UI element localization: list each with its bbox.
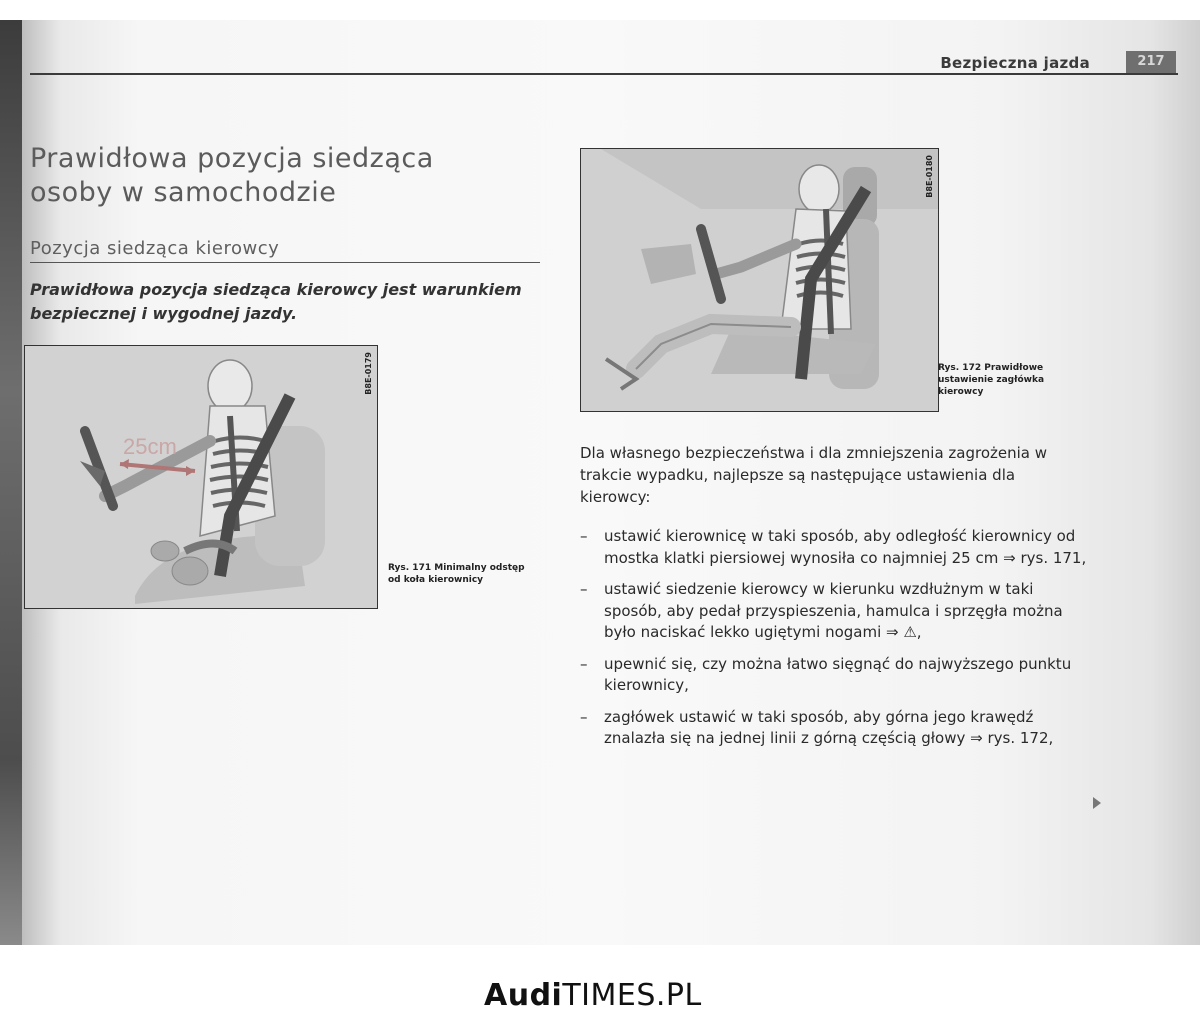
binding-shadow (0, 20, 22, 945)
figure-172-caption-prefix: Rys. 172 (938, 363, 982, 373)
list-item-text: ustawić siedzenie kierowcy w kierunku wzdłużnym w taki sposób, aby pedał przyspieszenia, hamulca i sprzęgła można było naciskać lekko ugiętymi nogami ⇒ ⚠, (604, 580, 1063, 641)
list-dash: – (580, 654, 588, 673)
list-item-text: ustawić kierownicę w taki sposób, aby odległość kierownicy od mostka klatki piersiowej wynosiła co najmniej 25 cm ⇒ rys. 171, (604, 527, 1087, 567)
list-item (580, 707, 1092, 750)
list-dash: – (580, 707, 588, 726)
header-rule (30, 73, 1178, 75)
figure-172-caption-text: Prawidłowe ustawienie zagłówka kierowcy (938, 363, 1045, 397)
figure-171-caption-prefix: Rys. 171 (388, 563, 432, 573)
instruction-list (580, 526, 1092, 760)
list-item (580, 654, 1092, 697)
body-intro: Dla własnego bezpieczeństwa i dla zmniejszenia zagrożenia w trakcie wypadku, najlepsze są następujące ustawienia dla kierowcy: (580, 444, 1048, 506)
section-title-line1: Prawidłowa pozycja siedząca (30, 143, 434, 174)
intro-line2: bezpiecznej i wygodnej jazdy. (30, 304, 298, 323)
figure-172-code: B8E-0180 (925, 155, 934, 198)
footer-logo (484, 978, 702, 1013)
footer-site: TIMES.PL (562, 978, 702, 1013)
list-item-text: upewnić się, czy można łatwo sięgnąć do najwyższego punktu kierownicy, (604, 654, 1072, 694)
figure-172-caption (938, 362, 1088, 398)
intro-line1: Prawidłowa pozycja siedząca kierowcy jest warunkiem (30, 280, 522, 299)
intro-text (30, 278, 550, 326)
list-item (580, 579, 1092, 644)
section-title-line2: osoby w samochodzie (30, 177, 337, 208)
figure-171-caption-text: Minimalny odstęp od koła kierownicy (388, 563, 525, 585)
running-header-title: Bezpieczna jazda (940, 54, 1090, 72)
subsection-rule (30, 262, 540, 263)
section-title (30, 142, 530, 210)
continue-arrow-icon (1093, 797, 1101, 809)
list-dash: – (580, 527, 588, 545)
subsection-title: Pozycja siedząca kierowcy (30, 238, 280, 259)
figure-171-illustration (25, 346, 377, 608)
list-dash: – (580, 580, 588, 598)
distance-label: 25cm (123, 434, 177, 459)
figure-171 (24, 345, 378, 609)
figure-171-caption (388, 562, 533, 586)
figure-172-illustration (581, 149, 938, 411)
list-item (580, 526, 1092, 569)
list-item-text: zagłówek ustawić w taki sposób, aby górna jego krawędź znalazła się na jednej linii z górną częścią głowy ⇒ rys. 172, (604, 707, 1054, 747)
page-number: 217 (1126, 51, 1176, 73)
figure-172 (580, 148, 939, 412)
footer-brand: Audi (484, 978, 563, 1013)
figure-171-code: B8E-0179 (364, 352, 373, 395)
